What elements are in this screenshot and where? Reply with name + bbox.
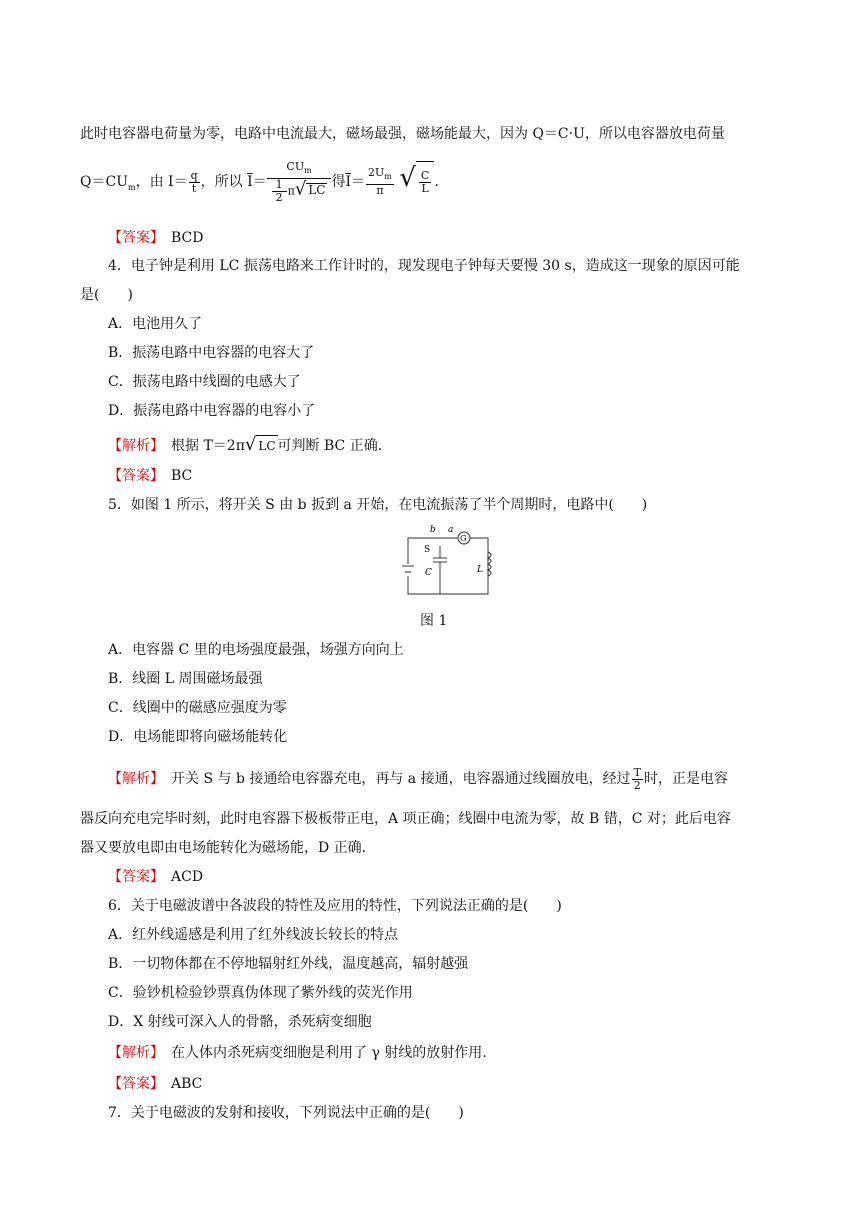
pi: π — [287, 184, 295, 198]
fraction-mean-current — [267, 160, 332, 203]
option-a: A．电容器 C 里的电场强度最强，场强方向向上 — [108, 642, 404, 658]
denominator: t — [191, 181, 197, 195]
question-7-line: 7．关于电磁波的发射和接收，下列说法中正确的是( ) — [108, 1105, 464, 1121]
numerator: T — [633, 765, 641, 779]
answer-value: BCD — [171, 230, 204, 246]
circuit-diagram — [400, 522, 495, 602]
analysis-line: 器反向充电完毕时刻，此时电容器下极板带正电，A 项正确；线圈中电流为零，故 B 错，C 对；此后电容 — [80, 811, 731, 827]
denominator: π — [376, 183, 384, 197]
question-5-line: 5．如图 1 所示，将开关 S 由 b 扳到 a 开始，在电流振荡了半个周期时，电路中( ) — [108, 497, 648, 513]
answer-line — [108, 228, 203, 248]
text: . — [434, 174, 439, 190]
answer-line — [108, 1074, 202, 1094]
label-a: a — [448, 525, 454, 535]
radicand — [416, 161, 434, 202]
option-c: C．验钞机检验钞票真伪体现了紫外线的荧光作用 — [108, 985, 413, 1001]
answer-tag: 【答案】 — [108, 1076, 157, 1092]
answer-value: ACD — [171, 869, 204, 885]
fraction-2um-over-pi — [366, 167, 394, 196]
text: Q＝CU — [80, 174, 128, 190]
text: 时，正是电容 — [643, 771, 728, 787]
option-c: C．振荡电路中线圈的电感大了 — [108, 374, 301, 390]
denominator — [267, 179, 332, 204]
figure-caption: 图 1 — [420, 613, 448, 629]
denominator: L — [421, 182, 429, 195]
label-b: b — [430, 525, 436, 535]
question-4-line: 是( ) — [80, 287, 133, 303]
answer-value: BC — [171, 468, 193, 484]
denominator: 2 — [633, 778, 641, 792]
option-d: D．X 射线可深入人的骨骼，杀死病变细胞 — [108, 1014, 372, 1030]
text: 根据 T＝2π — [171, 438, 245, 454]
mean-current: $\overline{I}$ — [247, 174, 253, 190]
numerator-text: CU — [286, 160, 305, 174]
fraction-t-over-2 — [632, 767, 643, 792]
analysis-tag: 【解析】 — [108, 438, 157, 454]
numerator — [366, 167, 394, 184]
fraction-q-over-t — [189, 170, 200, 195]
denominator: 2 — [275, 190, 283, 204]
option-d: D．振荡电路中电容器的电容小了 — [108, 403, 316, 419]
label-l: L — [477, 565, 483, 575]
numerator-text: 2U — [368, 166, 385, 180]
option-b: B．一切物体都在不停地辐射红外线，温度越高，辐射越强 — [108, 956, 469, 972]
subscript: m — [128, 182, 136, 192]
sqrt-icon: √ — [294, 178, 307, 200]
fraction-c-over-l — [419, 170, 431, 195]
numerator: q — [190, 168, 198, 182]
sqrt-icon: √ — [399, 163, 416, 193]
text: 可判断 BC 正确. — [277, 438, 383, 454]
question-4-line: 4．电子钟是利用 LC 振荡电路来工作计时的，现发现电子钟每天要慢 30 s，造成这一现象的原因可能 — [108, 258, 740, 274]
answer-tag: 【答案】 — [108, 869, 157, 885]
analysis-line — [108, 435, 382, 456]
numerator: C — [420, 169, 430, 182]
answer-tag: 【答案】 — [108, 468, 157, 484]
label-s: S — [424, 545, 431, 555]
option-d: D．电场能即将向磁场能转化 — [108, 729, 288, 745]
analysis-tag: 【解析】 — [108, 771, 157, 787]
option-b: B．振荡电路中电容器的电容大了 — [108, 345, 315, 361]
answer-line — [108, 466, 192, 486]
text: 在人体内杀死病变细胞是利用了 γ 射线的放射作用. — [171, 1045, 487, 1061]
galvanometer-label: G — [460, 534, 467, 543]
text: ＝ — [351, 174, 366, 190]
mean-current: $\overline{I}$ — [345, 174, 352, 190]
analysis-tag: 【解析】 — [108, 1045, 157, 1061]
analysis-line: 器又要放电即由电场能转化为磁场能，D 正确. — [80, 840, 367, 856]
answer-line — [108, 867, 203, 887]
option-b: B．线圈 L 周围磁场最强 — [108, 671, 263, 687]
option-c: C．线圈中的磁感应强度为零 — [108, 700, 287, 716]
option-a: A．电池用久了 — [108, 316, 203, 332]
text: 开关 S 与 b 接通给电容器充电，再与 a 接通，电容器通过线圈放电，经过 — [171, 771, 631, 787]
label-c: C — [425, 568, 432, 578]
text: ＝ — [252, 174, 267, 190]
sqrt-icon: √ — [244, 434, 257, 455]
subscript: m — [304, 166, 312, 176]
text-line: 此时电容器电荷量为零，电路中电流最大，磁场最强，磁场能最大，因为 Q＝C·U，所以电容器放电荷量 — [80, 126, 725, 142]
subscript: m — [384, 172, 392, 182]
numerator — [267, 160, 332, 178]
formula-line — [80, 158, 439, 204]
numerator: 1 — [272, 179, 287, 192]
option-a: A．红外线遥感是利用了红外线波长较长的特点 — [108, 927, 399, 943]
text: 得 — [331, 174, 346, 190]
radicand: LC — [256, 435, 277, 456]
radicand: LC — [308, 183, 326, 198]
analysis-line — [108, 1043, 487, 1063]
question-6-line: 6．关于电磁波谱中各波段的特性及应用的特性，下列说法正确的是( ) — [108, 898, 562, 914]
fraction-half — [272, 179, 287, 204]
text: ，由 I＝ — [135, 174, 188, 190]
answer-value: ABC — [171, 1076, 203, 1092]
answer-tag: 【答案】 — [108, 230, 157, 246]
analysis-line — [108, 764, 728, 794]
text: ，所以 — [200, 174, 243, 190]
